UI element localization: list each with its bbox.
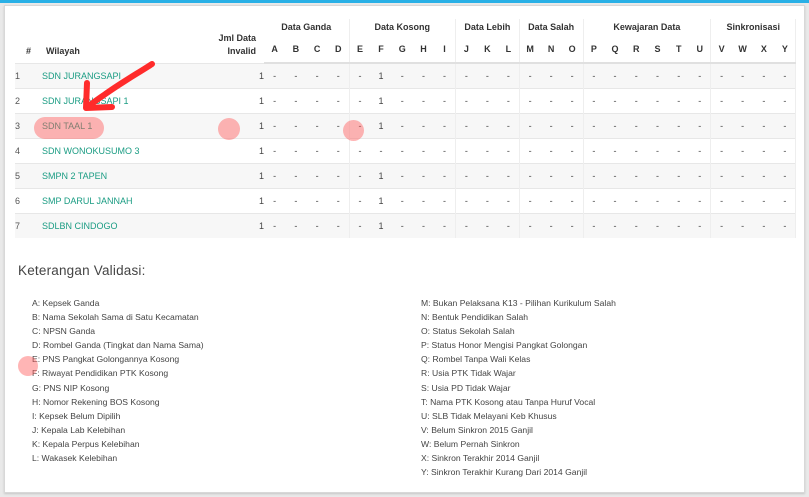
col-header-jml-line2: Invalid (227, 45, 256, 56)
legend-item: J: Kepala Lab Kelebihan (32, 424, 126, 435)
value-cell: - (349, 89, 370, 114)
value-cell: - (434, 189, 455, 214)
value-cell: - (583, 63, 604, 89)
row-number: 4 (15, 139, 42, 164)
value-cell: - (647, 139, 668, 164)
value-cell: - (753, 164, 774, 189)
school-link[interactable]: SDN JURANGSAPI 1 (42, 96, 129, 106)
legend-item: F: Riwayat Pendidikan PTK Kosong (32, 368, 169, 379)
legend-item: X: Sinkron Terakhir 2014 Ganjil (421, 453, 540, 464)
legend-title: Keterangan Validasi: (18, 263, 146, 278)
value-cell: - (349, 139, 370, 164)
value-cell: - (285, 214, 306, 239)
value-cell: - (689, 114, 710, 139)
table-row (15, 114, 796, 139)
value-cell: - (455, 189, 476, 214)
value-cell: - (753, 114, 774, 139)
col-header-y: Y (775, 35, 796, 63)
col-header-jml-invalid (192, 19, 264, 63)
col-header-o: O (562, 35, 583, 63)
value-cell: - (349, 63, 370, 89)
group-header-data-salah: Data Salah (519, 19, 583, 35)
jml-invalid-cell: 1 (192, 114, 264, 139)
value-cell: - (434, 164, 455, 189)
value-cell: - (647, 164, 668, 189)
table-row (15, 214, 796, 239)
col-header-t: T (668, 35, 689, 63)
value-cell: - (392, 139, 413, 164)
value-cell: - (583, 189, 604, 214)
value-cell: 1 (370, 63, 391, 89)
value-cell: - (775, 214, 796, 239)
wilayah-cell (42, 114, 192, 139)
value-cell: - (498, 214, 519, 239)
value-cell: - (434, 114, 455, 139)
value-cell: - (498, 63, 519, 89)
table-row (15, 139, 796, 164)
wilayah-cell (42, 164, 192, 189)
col-header-no: # (25, 45, 31, 56)
col-header-k: K (477, 35, 498, 63)
value-cell: - (264, 114, 285, 139)
value-cell: - (541, 189, 562, 214)
value-cell: - (285, 139, 306, 164)
row-number: 5 (15, 164, 42, 189)
value-cell: - (498, 89, 519, 114)
legend-left-column (32, 296, 204, 465)
value-cell: - (647, 189, 668, 214)
jml-invalid-cell: 1 (192, 139, 264, 164)
value-cell: - (519, 164, 540, 189)
row-number: 6 (15, 189, 42, 214)
value-cell: - (711, 189, 732, 214)
value-cell: - (583, 164, 604, 189)
col-header-a: A (264, 35, 285, 63)
value-cell: - (413, 214, 434, 239)
value-cell: - (732, 139, 753, 164)
jml-invalid-cell: 1 (192, 89, 264, 114)
value-cell: - (775, 189, 796, 214)
value-cell: - (775, 89, 796, 114)
value-cell: - (711, 214, 732, 239)
value-cell: - (689, 214, 710, 239)
col-header-c: C (307, 35, 328, 63)
value-cell: - (392, 164, 413, 189)
legend-item: M: Bukan Pelaksana K13 - Pilihan Kurikulum Salah (421, 298, 616, 308)
value-cell: 1 (370, 164, 391, 189)
jml-invalid-cell: 1 (192, 164, 264, 189)
legend-item: Q: Rombel Tanpa Wali Kelas (421, 354, 531, 365)
value-cell: - (583, 114, 604, 139)
col-header-f: F (370, 35, 391, 63)
value-cell: 1 (370, 89, 391, 114)
legend-item: Y: Sinkron Terakhir Kurang Dari 2014 Ganjil (421, 467, 588, 478)
value-cell: - (264, 214, 285, 239)
value-cell: - (647, 214, 668, 239)
legend-item: L: Wakasek Kelebihan (32, 453, 118, 464)
value-cell: - (562, 214, 583, 239)
value-cell: - (477, 164, 498, 189)
legend-item: S: Usia PD Tidak Wajar (421, 382, 511, 393)
col-header-x: X (753, 35, 774, 63)
value-cell: - (455, 214, 476, 239)
group-header-data-kosong: Data Kosong (349, 19, 455, 35)
legend-item: W: Belum Pernah Sinkron (421, 438, 520, 449)
row-number: 7 (15, 214, 42, 239)
value-cell: - (626, 63, 647, 89)
value-cell: - (562, 114, 583, 139)
value-cell: - (626, 89, 647, 114)
col-header-b: B (285, 35, 306, 63)
school-link[interactable]: SDN TAAL 1 (42, 121, 93, 131)
value-cell: - (626, 139, 647, 164)
legend-item: K: Kepala Perpus Kelebihan (32, 438, 140, 449)
value-cell: - (349, 189, 370, 214)
value-cell: - (413, 89, 434, 114)
value-cell: - (498, 164, 519, 189)
value-cell: - (328, 114, 349, 139)
legend-item: B: Nama Sekolah Sama di Satu Kecamatan (32, 312, 199, 323)
value-cell: - (307, 189, 328, 214)
table-row (15, 89, 796, 114)
value-cell: - (562, 189, 583, 214)
value-cell: - (392, 89, 413, 114)
value-cell: - (583, 89, 604, 114)
value-cell: - (604, 139, 625, 164)
value-cell: - (434, 63, 455, 89)
legend-item: H: Nomor Rekening BOS Kosong (32, 396, 160, 407)
col-header-m: M (519, 35, 540, 63)
value-cell: - (477, 114, 498, 139)
legend-item: C: NPSN Ganda (32, 326, 96, 337)
value-cell: - (328, 63, 349, 89)
legend-item: G: PNS NIP Kosong (32, 382, 110, 393)
value-cell: - (349, 214, 370, 239)
value-cell: - (689, 189, 710, 214)
value-cell: - (689, 164, 710, 189)
value-cell: - (711, 63, 732, 89)
value-cell: - (264, 164, 285, 189)
legend-right-column (421, 296, 616, 479)
value-cell: - (668, 164, 689, 189)
value-cell: - (307, 63, 328, 89)
value-cell: - (519, 139, 540, 164)
wilayah-cell (42, 89, 192, 114)
validation-table (15, 19, 796, 238)
school-link[interactable]: SMP DARUL JANNAH (42, 196, 133, 206)
value-cell: - (668, 63, 689, 89)
value-cell: - (455, 164, 476, 189)
value-cell: - (647, 89, 668, 114)
table-row (15, 189, 796, 214)
value-cell: - (668, 139, 689, 164)
row-number: 1 (15, 63, 42, 89)
value-cell: - (498, 139, 519, 164)
legend-item: D: Rombel Ganda (Tingkat dan Nama Sama) (32, 340, 204, 351)
col-header-g: G (392, 35, 413, 63)
value-cell: - (392, 189, 413, 214)
col-header-r: R (626, 35, 647, 63)
value-cell: - (413, 189, 434, 214)
value-cell: - (647, 114, 668, 139)
value-cell: - (753, 214, 774, 239)
value-cell: 1 (370, 114, 391, 139)
col-header-v: V (711, 35, 732, 63)
value-cell: - (541, 89, 562, 114)
value-cell: - (732, 164, 753, 189)
value-cell: - (307, 164, 328, 189)
jml-invalid-cell: 1 (192, 63, 264, 89)
value-cell: - (711, 164, 732, 189)
wilayah-cell (42, 189, 192, 214)
table-row (15, 63, 796, 89)
value-cell: - (328, 139, 349, 164)
col-header-i: I (434, 35, 455, 63)
legend-item: V: Belum Sinkron 2015 Ganjil (421, 424, 533, 435)
value-cell: - (392, 114, 413, 139)
value-cell: - (732, 214, 753, 239)
value-cell: - (349, 114, 370, 139)
content-panel (4, 5, 805, 493)
value-cell: - (626, 214, 647, 239)
value-cell: - (455, 114, 476, 139)
value-cell: - (775, 164, 796, 189)
col-header-d: D (328, 35, 349, 63)
value-cell: - (392, 63, 413, 89)
value-cell: - (519, 114, 540, 139)
value-cell: - (285, 63, 306, 89)
legend-item: P: Status Honor Mengisi Pangkat Golongan (421, 340, 588, 351)
value-cell: - (562, 164, 583, 189)
group-header-sinkronisasi: Sinkronisasi (711, 19, 796, 35)
row-number: 2 (15, 89, 42, 114)
col-header-e: E (349, 35, 370, 63)
value-cell: - (689, 63, 710, 89)
col-header-j: J (455, 35, 476, 63)
school-link[interactable]: SDN JURANGSAPI (42, 70, 122, 81)
col-header-l: L (498, 35, 519, 63)
value-cell: - (541, 139, 562, 164)
value-cell: - (477, 139, 498, 164)
value-cell: - (711, 139, 732, 164)
value-cell: - (711, 89, 732, 114)
value-cell: - (434, 214, 455, 239)
legend-item: E: PNS Pangkat Golongannya Kosong (32, 354, 180, 365)
table-body (15, 63, 796, 238)
value-cell: - (519, 189, 540, 214)
value-cell: - (604, 114, 625, 139)
table-row (15, 164, 796, 189)
value-cell: - (668, 89, 689, 114)
col-header-wilayah: Wilayah (46, 45, 80, 56)
value-cell: - (413, 114, 434, 139)
value-cell: - (392, 214, 413, 239)
col-header-s: S (647, 35, 668, 63)
value-cell: - (668, 214, 689, 239)
value-cell: - (668, 114, 689, 139)
group-header-data-ganda: Data Ganda (264, 19, 349, 35)
value-cell: - (264, 63, 285, 89)
value-cell: - (647, 63, 668, 89)
school-link[interactable]: SMPN 2 TAPEN (42, 171, 108, 181)
value-cell: - (285, 164, 306, 189)
value-cell: - (455, 139, 476, 164)
value-cell: - (285, 89, 306, 114)
wilayah-cell (42, 214, 192, 239)
value-cell: - (753, 139, 774, 164)
legend-item: I: Kepsek Belum Dipilih (32, 410, 121, 421)
value-cell: - (562, 139, 583, 164)
value-cell: - (689, 139, 710, 164)
value-cell: - (775, 114, 796, 139)
value-cell: - (285, 189, 306, 214)
value-cell: - (477, 89, 498, 114)
value-cell: - (455, 89, 476, 114)
col-header-n: N (541, 35, 562, 63)
legend-item: R: Usia PTK Tidak Wajar (421, 368, 516, 379)
school-link[interactable]: SDN WONOKUSUMO 3 (42, 146, 140, 156)
value-cell: - (541, 114, 562, 139)
value-cell: - (477, 214, 498, 239)
value-cell: - (562, 89, 583, 114)
row-number: 3 (15, 114, 42, 139)
value-cell: - (328, 214, 349, 239)
value-cell: - (668, 189, 689, 214)
value-cell: - (285, 114, 306, 139)
legend-item: A: Kepsek Ganda (32, 298, 100, 308)
value-cell: 1 (370, 214, 391, 239)
value-cell: - (519, 214, 540, 239)
value-cell: - (307, 89, 328, 114)
value-cell: - (711, 114, 732, 139)
value-cell: - (689, 89, 710, 114)
legend-item: N: Bentuk Pendidikan Salah (421, 312, 529, 323)
value-cell: - (732, 114, 753, 139)
header-group-row (15, 19, 796, 35)
group-header-kewajaran-data: Kewajaran Data (583, 19, 711, 35)
value-cell: - (732, 63, 753, 89)
value-cell: - (328, 89, 349, 114)
value-cell: - (604, 189, 625, 214)
school-link[interactable]: SDLBN CINDOGO (42, 221, 118, 231)
legend-item: T: Nama PTK Kosong atau Tanpa Huruf Vocal (421, 396, 596, 407)
value-cell: - (732, 189, 753, 214)
value-cell: - (328, 189, 349, 214)
value-cell: - (626, 189, 647, 214)
value-cell: - (434, 139, 455, 164)
value-cell: - (264, 89, 285, 114)
value-cell: - (477, 189, 498, 214)
value-cell: - (541, 214, 562, 239)
wilayah-cell (42, 139, 192, 164)
value-cell: - (732, 89, 753, 114)
value-cell: - (307, 114, 328, 139)
col-header-u: U (689, 35, 710, 63)
value-cell: - (349, 164, 370, 189)
col-header-w: W (732, 35, 753, 63)
value-cell: - (583, 214, 604, 239)
value-cell: - (498, 189, 519, 214)
value-cell: - (307, 214, 328, 239)
wilayah-cell (42, 63, 192, 89)
col-header-jml-line1: Jml Data (218, 32, 256, 43)
value-cell: - (264, 139, 285, 164)
value-cell: - (328, 164, 349, 189)
value-cell: - (519, 89, 540, 114)
value-cell: - (753, 89, 774, 114)
value-cell: - (455, 63, 476, 89)
value-cell: - (541, 164, 562, 189)
value-cell: - (604, 164, 625, 189)
value-cell: - (413, 63, 434, 89)
value-cell: - (562, 63, 583, 89)
value-cell: - (626, 164, 647, 189)
value-cell: - (413, 139, 434, 164)
col-header-h: H (413, 35, 434, 63)
value-cell: - (626, 114, 647, 139)
jml-invalid-cell: 1 (192, 189, 264, 214)
jml-invalid-cell: 1 (192, 214, 264, 239)
legend-item: O: Status Sekolah Salah (421, 326, 515, 337)
value-cell: - (604, 89, 625, 114)
value-cell: - (413, 164, 434, 189)
value-cell: - (753, 189, 774, 214)
value-cell: - (264, 189, 285, 214)
value-cell: - (477, 63, 498, 89)
value-cell: 1 (370, 189, 391, 214)
value-cell: - (519, 63, 540, 89)
value-cell: - (775, 139, 796, 164)
value-cell: - (307, 139, 328, 164)
value-cell: - (604, 63, 625, 89)
legend-item: U: SLB Tidak Melayani Keb Khusus (421, 410, 557, 421)
col-header-p: P (583, 35, 604, 63)
group-header-data-lebih: Data Lebih (455, 19, 519, 35)
value-cell: - (583, 139, 604, 164)
top-accent-bar (0, 0, 809, 3)
value-cell: - (541, 63, 562, 89)
value-cell: - (498, 114, 519, 139)
value-cell: - (370, 139, 391, 164)
value-cell: - (753, 63, 774, 89)
col-header-q: Q (604, 35, 625, 63)
value-cell: - (775, 63, 796, 89)
value-cell: - (434, 89, 455, 114)
value-cell: - (604, 214, 625, 239)
